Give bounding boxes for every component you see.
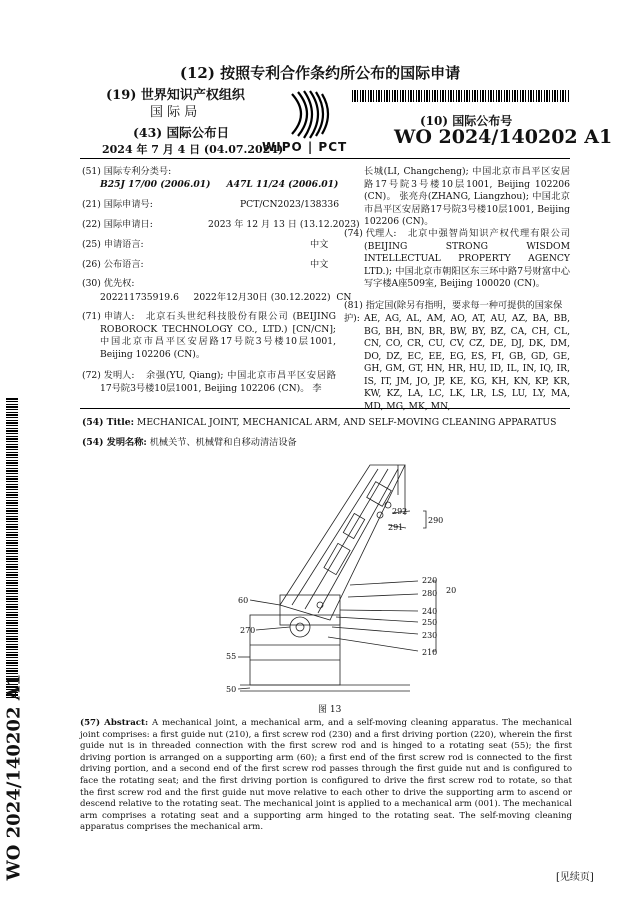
bureau: 国 际 局 [150, 105, 198, 120]
header-rule [80, 158, 570, 159]
label-60: 60 [238, 596, 249, 605]
pub-date: 2024 年 7 月 4 日 (04.07.2024) [102, 143, 284, 156]
f81-label: (81) 指定国(除另有指明，要求每一种可提供的国家保护): [344, 300, 563, 324]
pub-no-label: (10) 国际公布号 [420, 114, 513, 128]
continued-note: [见续页] [556, 872, 594, 883]
label-55: 55 [226, 652, 237, 661]
label-220: 220 [422, 576, 438, 585]
title-en [82, 417, 570, 429]
wipo-pct-text: WIPO | PCT [262, 140, 348, 154]
pub-date-label: (43) 国际公布日 [133, 125, 230, 140]
f72-label: (72) 发明人: [82, 370, 135, 381]
f21-value: PCT/CN2023/138336 [240, 199, 340, 210]
inventors-continued: 长城(LI, Changcheng); 中国北京市昌平区安居路17号院3号楼10层1001, Beijing 102206 (CN)。 张亮舟(ZHANG, Liangzhou); 中国北京市昌平区安居路17号院3号楼10层1001, Beijing 102206 (CN)。 [364, 166, 570, 227]
document-title: (12) 按照专利合作条约所公布的国际申请 [179, 64, 461, 82]
f30-value: 202211735919.6 2022年12月30日 (30.12.2022) CN [100, 292, 352, 303]
f71-label: (71) 申请人: [82, 311, 135, 322]
vertical-pub-no: WO 2024/140202 A1 [3, 673, 25, 881]
f26-value: 中文 [310, 259, 329, 270]
f30-label: (30) 优先权: [82, 278, 135, 289]
f71-value: 北京石头世纪科技股份有限公司 (BEIJING ROBOROCK TECHNOLOGY CO., LTD.) [CN/CN]; 中国北京市昌平区安居路17号院3号楼10层1001, Beijing 102206 (CN)。 [100, 311, 336, 360]
vertical-barcode [6, 398, 18, 698]
title-cn-text: 机械关节、机械臂和自移动清洁设备 [149, 437, 297, 448]
title-cn-label: (54) 发明名称: [82, 437, 147, 448]
f25-label: (25) 申请语言: [82, 239, 144, 250]
label-50: 50 [226, 685, 237, 694]
f51-label: (51) 国际专利分类号: [82, 166, 172, 177]
label-230: 230 [422, 631, 438, 640]
label-270: 270 [240, 626, 256, 635]
label-250: 250 [422, 618, 438, 627]
f74-label: (74) 代理人: [344, 228, 397, 239]
f74-value: 北京中强智尚知识产权代理有限公司 (BEIJING STRONG WISDOM INTELLECTUAL PROPERTY AGENCY LTD.); 中国北京市朝阳区东三环中路7号财富中心写字楼A座509室, Beijing 100020 (CN)。 [364, 228, 570, 289]
label-20: 20 [446, 586, 457, 595]
label-210: 210 [422, 648, 438, 657]
f26-label: (26) 公布语言: [82, 259, 144, 270]
title-en-label: (54) Title: [82, 417, 134, 428]
f22-value: 2023 年 12 月 13 日 (13.12.2023) [208, 219, 360, 230]
abstract-text: A mechanical joint, a mechanical arm, and a self-moving cleaning apparatus. The mechanical joint comprises: a first guide nut (210), a first screw rod (230) and a first driving portion (220), wherein the first guide nut is in threaded connection with the first screw rod and is hinged to a rotating seat (55); the first driving portion is arranged on a supporting arm (60); a first end of the first screw rod is connected to the first driving portion, and a second end of the first screw rod passes through the first guide nut and is configured to face the rotating seat; and the first driving portion is configured to drive the first screw rod to rotate, so that the first screw rod and the first guide nut move relative to each other to drive the supporting arm to ascend or descend relative to the rotating seat. The mechanical joint is applied to a mechanical arm (001). The mechanical arm comprises a rotating seat and a supporting arm hinged to the rotating seat. The self-moving cleaning apparatus comprises the mechanical arm. [80, 718, 572, 833]
f25-value: 中文 [310, 239, 329, 250]
title-en-text: MECHANICAL JOINT, MECHANICAL ARM, AND SELF-MOVING CLEANING APPARATUS [136, 417, 557, 428]
figure-13 [220, 455, 470, 695]
label-291: 291 [388, 523, 404, 532]
abstract-label: (57) Abstract: [80, 718, 149, 728]
mechanical-arm-drawing [220, 455, 470, 695]
wipo-org: (19) 世界知识产权组织 [106, 88, 245, 103]
label-280: 280 [422, 589, 438, 598]
f21-label: (21) 国际申请号: [82, 199, 153, 210]
abstract [80, 718, 572, 834]
title-cn [82, 437, 570, 449]
f51-value: B25J 17/00 (2006.01) A47L 11/24 (2006.01) [100, 179, 339, 190]
f22-label: (22) 国际申请日: [82, 219, 153, 230]
f72-value: 余强(YU, Qiang); 中国北京市昌平区安居路17号院3号楼10层1001, Beijing 102206 (CN)。 李 [100, 370, 336, 394]
f81-value: AE, AG, AL, AM, AO, AT, AU, AZ, BA, BB, BG, BH, BN, BR, BW, BY, BZ, CA, CH, CL, CN, CO, CR, CU, CV, CZ, DE, DJ, DK, DM, DO, DZ, EC, EE, EG, ES, FI, GB, GD, GE, GH, GM, GT, HN, HR, HU, ID, IL, IN, IQ, IR, IS, IT, JM, JO, JP, KE, KG, KH, KN, KP, KR, KW, KZ, LA, LC, LK, LR, LS, LU, LY, MA, MD, MG, MK, MN, [364, 313, 570, 412]
figure-caption: 图 13 [318, 705, 342, 715]
label-292: 292 [392, 507, 408, 516]
label-290: 290 [428, 516, 444, 525]
label-240: 240 [422, 607, 438, 616]
barcode [352, 90, 570, 102]
biblio-rule [80, 408, 570, 409]
pub-no: WO 2024/140202 A1 [394, 126, 613, 148]
